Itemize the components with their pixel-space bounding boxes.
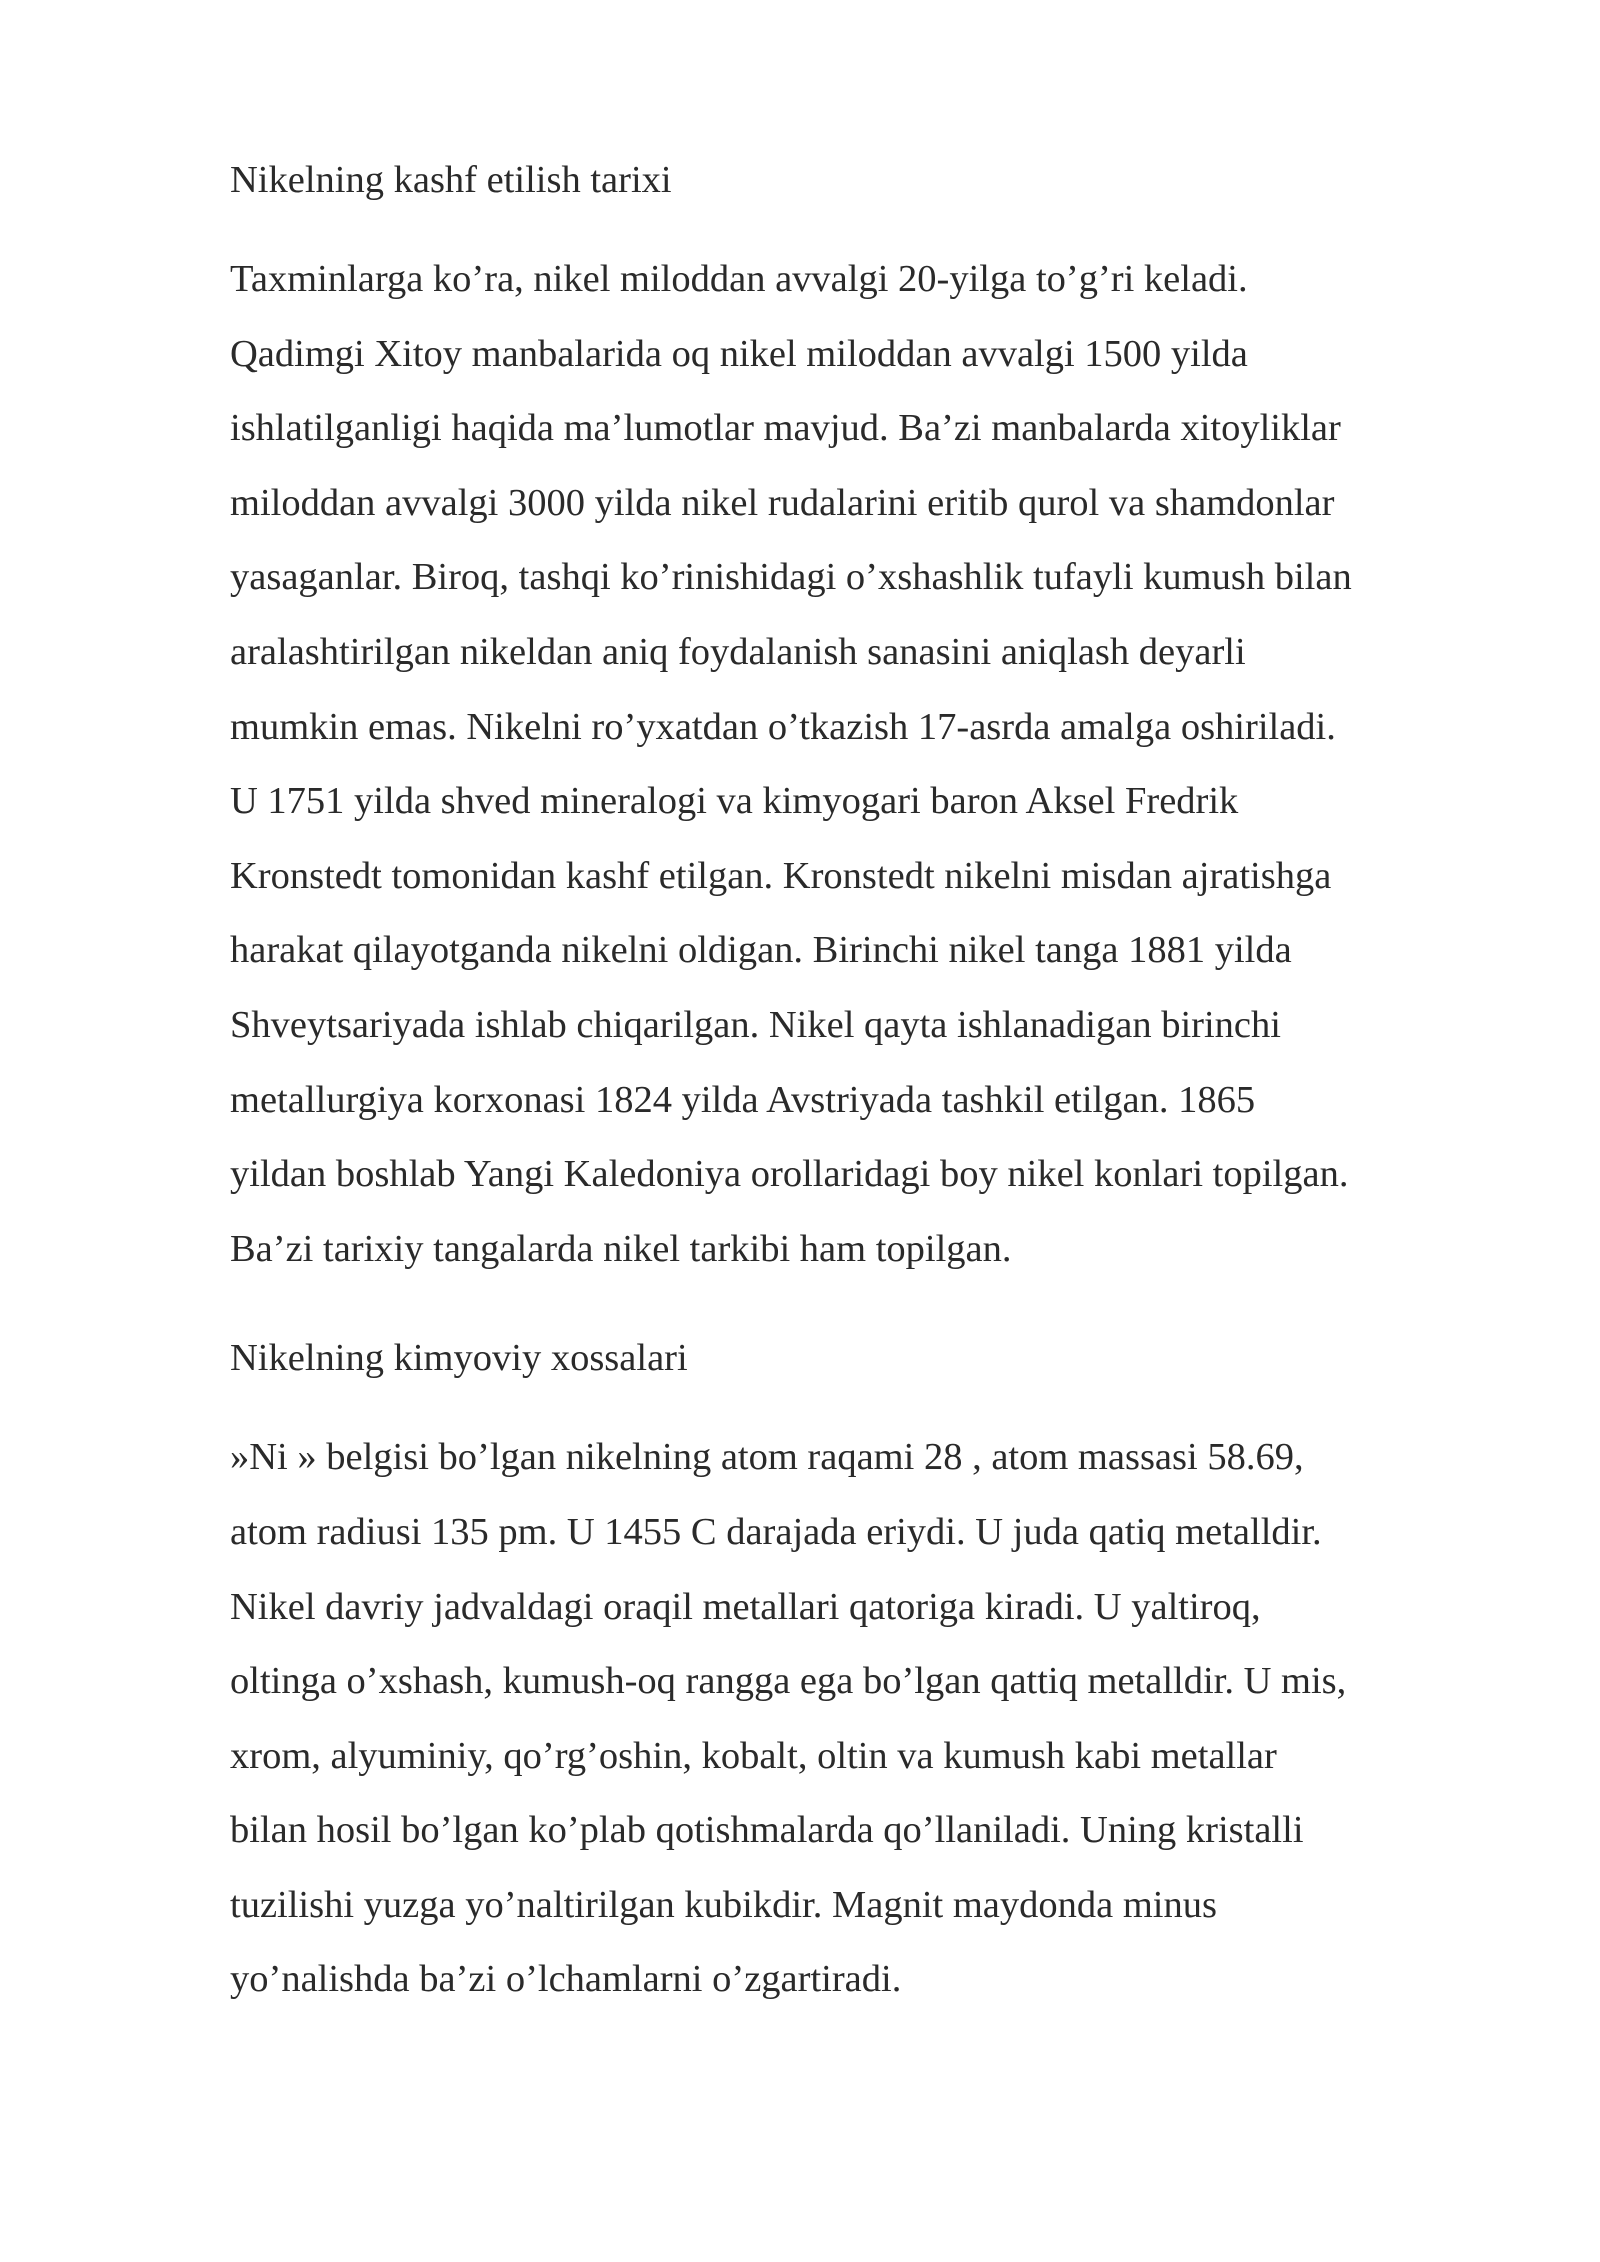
text-line: bilan hosil bo’lgan ko’plab qotishmalarda qo’llaniladi. Uning kristalli [230,1809,1304,1852]
text-line: miloddan avvalgi 3000 yilda nikel rudalarini eritib qurol va shamdonlar [230,481,1335,524]
text-line: harakat qilayotganda nikelni oldigan. Birinchi nikel tanga 1881 yilda [230,929,1292,972]
text-line: Kronstedt tomonidan kashf etilgan. Kronstedt nikelni misdan ajratishga [230,854,1332,897]
text-line: oltinga o’xshash, kumush-oq rangga ega bo’lgan qattiq metalldir. U mis, [230,1660,1347,1703]
text-line: Ba’zi tarixiy tangalarda nikel tarkibi ham topilgan. [230,1227,1012,1270]
text-line: yildan boshlab Yangi Kaledoniya orollaridagi boy nikel konlari topilgan. [230,1153,1349,1196]
text-line: yasaganlar. Biroq, tashqi ko’rinishidagi o’xshashlik tufayli kumush bilan [230,556,1352,599]
text-line: ishlatilganligi haqida ma’lumotlar mavjud. Ba’zi manbalarda xitoyliklar [230,407,1341,450]
text-line: U 1751 yilda shved mineralogi va kimyogari baron Aksel Fredrik [230,780,1239,823]
section-chemical-properties [230,1328,1520,2017]
text-line: metallurgiya korxonasi 1824 yilda Avstriyada tashkil etilgan. 1865 [230,1078,1256,1121]
section-heading: Nikelning kimyoviy xossalari [230,1337,688,1380]
text-line: xrom, alyuminiy, qo’rg’oshin, kobalt, oltin va kumush kabi metallar [230,1734,1277,1777]
section-paragraph [230,1420,1520,2017]
text-line: tuzilishi yuzga yo’naltirilgan kubikdir. Magnit maydonda minus [230,1883,1217,1926]
text-line: aralashtirilgan nikeldan aniq foydalanish sanasini aniqlash deyarli [230,630,1246,673]
document-body [230,150,1520,2017]
section-paragraph [230,242,1520,1286]
text-line: Shveytsariyada ishlab chiqarilgan. Nikel qayta ishlanadigan birinchi [230,1003,1281,1046]
text-line: Qadimgi Xitoy manbalarida oq nikel miloddan avvalgi 1500 yilda [230,332,1248,375]
text-line: Taxminlarga ko’ra, nikel miloddan avvalgi 20-yilga to’g’ri keladi. [230,258,1248,300]
section-heading: Nikelning kashf etilish tarixi [230,159,672,201]
section-discovery-history [230,150,1520,1286]
text-line: mumkin emas. Nikelni ro’yxatdan o’tkazish 17-asrda amalga oshiriladi. [230,705,1336,748]
text-line: Nikel davriy jadvaldagi oraqil metallari qatoriga kiradi. U yaltiroq, [230,1585,1261,1628]
text-line: atom radiusi 135 pm. U 1455 C darajada eriydi. U juda qatiq metalldir. [230,1510,1322,1553]
text-line: »Ni » belgisi bo’lgan nikelning atom raqami 28 , atom massasi 58.69, [230,1436,1304,1479]
text-line: yo’nalishda ba’zi o’lchamlarni o’zgartiradi. [230,1958,902,2001]
